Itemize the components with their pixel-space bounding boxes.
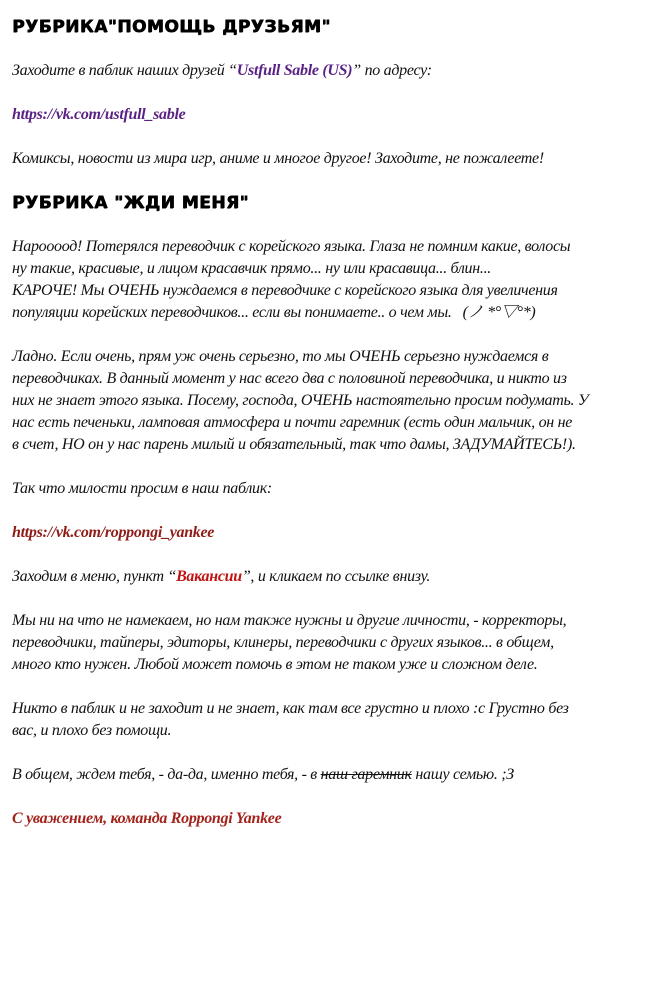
text-line: них не знает этого языка. Посему, господа, ОЧЕНЬ настоятельно просим подумать. У: [12, 392, 589, 409]
recruit-header-title: РУБРИКА "ЖДИ МЕНЯ": [12, 193, 249, 213]
text-line: Нароооод! Потерялся переводчик с корейского языка. Глаза не помним какие, волосы: [12, 238, 571, 255]
text-line-with-emoticon: популяции корейских переводчиков... если вы понимаете.. о чем мы. (ノ *°▽°*): [12, 304, 536, 321]
text-line: Никто в паблик и не заходит и не знает, как там все грустно и плохо :с Грустно без: [12, 700, 569, 717]
friends-vk-link[interactable]: https://vk.com/ustfull_sable: [12, 106, 186, 123]
text-line: ну такие, красивые, и лицом красавчик прямо... ну или красавица... блин...: [12, 260, 491, 277]
text-line: переводчики, тайперы, эдиторы, клинеры, переводчики с других языков... в общем,: [12, 634, 554, 651]
recruit-lost-paragraph: [12, 236, 640, 324]
recruit-waiting-line: [12, 764, 640, 786]
section-recruit-header: [12, 192, 640, 214]
team-signature: С уважением, команда Roppongi Yankee: [12, 810, 282, 827]
recruit-link-block: [12, 522, 640, 544]
recruit-vacancies-label: Вакансии: [176, 568, 242, 585]
friends-invite-paragraph: [12, 60, 640, 82]
recruit-waiting-post: нашу семью. ;З: [411, 766, 514, 783]
recruit-vk-link[interactable]: https://vk.com/roppongi_yankee: [12, 524, 215, 541]
text-line: переводчиках. В данный момент у нас всего два с половиной переводчика, и никто из: [12, 370, 567, 387]
friends-tagline-paragraph: [12, 148, 640, 170]
friends-link-block: [12, 104, 640, 126]
friends-invite-pre: Заходите в паблик наших друзей “: [12, 62, 237, 79]
recruit-other-roles-paragraph: [12, 610, 640, 676]
recruit-menu-post: ”, и кликаем по ссылке внизу.: [241, 568, 431, 585]
recruit-menu-pre: Заходим в меню, пункт “: [12, 568, 177, 585]
text-line: много кто нужен. Любой может помочь в этом не таком уже и сложном деле.: [12, 656, 538, 673]
recruit-serious-paragraph: [12, 346, 640, 456]
recruit-waiting-paragraph: [12, 764, 640, 786]
recruit-menu-paragraph: [12, 566, 640, 588]
section-friends-header: [12, 16, 640, 38]
friends-header-title: РУБРИКА"ПОМОЩЬ ДРУЗЬЯМ": [12, 17, 331, 37]
text-line: Мы ни на что не намекаем, но нам также нужны и другие личности, - корректоры,: [12, 612, 567, 629]
recruit-waiting-pre: В общем, ждем тебя, - да-да, именно тебя, - в: [12, 766, 321, 783]
text-line: в счет, НО он у нас парень милый и обязательный, так что дамы, ЗАДУМАЙТЕСЬ!).: [12, 436, 576, 453]
recruit-harem-strikethrough: наш гаремник: [320, 766, 412, 783]
text-line: вас, и плохо без помощи.: [12, 722, 172, 739]
recruit-welcome-paragraph: [12, 478, 640, 500]
friends-invite-post: ” по адресу:: [352, 62, 432, 79]
text-line: КАРОЧЕ! Мы ОЧЕНЬ нуждаемся в переводчике с корейского языка для увеличения: [12, 282, 558, 299]
recruit-welcome-text: Так что милости просим в наш паблик:: [12, 480, 272, 497]
text-line: нас есть печеньки, ламповая атмосфера и почти гаремник (есть один мальчик, он не: [12, 414, 573, 431]
friends-public-name: Ustfull Sable (US): [236, 62, 353, 79]
recruit-menu-line: [12, 566, 640, 588]
text-line: Ладно. Если очень, прям уж очень серьезно, то мы ОЧЕНЬ серьезно нуждаемся в: [12, 348, 549, 365]
friends-tagline: Комиксы, новости из мира игр, аниме и многое другое! Заходите, не пожалеете!: [12, 150, 544, 167]
friends-invite-line: [12, 60, 640, 82]
signature-paragraph: [12, 808, 640, 830]
recruit-sad-paragraph: [12, 698, 640, 742]
